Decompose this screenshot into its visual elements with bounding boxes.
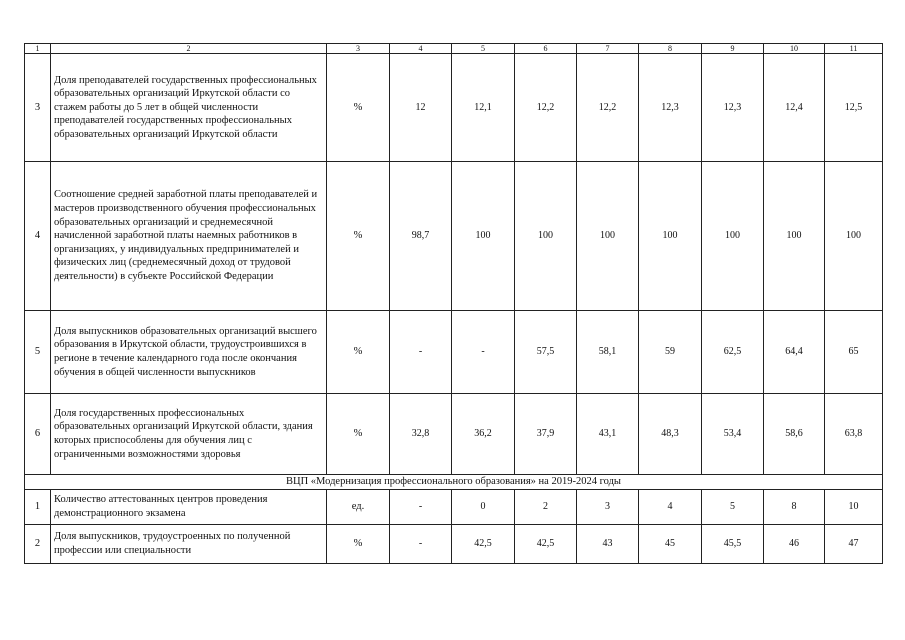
value-cell: 12,3	[702, 54, 764, 162]
value-cell: 12,5	[825, 54, 883, 162]
value-cell: 12,2	[577, 54, 639, 162]
row-number: 1	[25, 490, 51, 525]
value-cell: 3	[577, 490, 639, 525]
value-cell: 63,8	[825, 394, 883, 475]
indicator-name: Соотношение средней заработной платы преподавателей и мастеров производственного обучения профессиональных образовательных организаций и среднемесячной начисленной заработной платы наемных работников в организациях, у индивидуальных предпринимателей и физических лиц (среднемесячный доход от трудовой деятельности) в субъекте Российской Федерации	[51, 162, 327, 311]
section-title: ВЦП «Модернизация профессионального образования» на 2019-2024 годы	[25, 475, 883, 490]
value-cell: 2	[515, 490, 577, 525]
table-row	[25, 490, 883, 525]
value-cell: 46	[764, 525, 825, 564]
value-cell: 100	[702, 162, 764, 311]
value-cell: 42,5	[452, 525, 515, 564]
value-cell: 57,5	[515, 311, 577, 394]
value-cell: 43	[577, 525, 639, 564]
indicator-name: Доля выпускников образовательных организаций высшего образования в Иркутской области, трудоустроившихся в регионе в течение календарного года после окончания обучения в общей численности выпускников	[51, 311, 327, 394]
row-number: 5	[25, 311, 51, 394]
column-number: 7	[577, 44, 639, 54]
indicator-name: Доля государственных профессиональных образовательных организаций Иркутской области, здания которых приспособлены для обучения лиц с ограниченными возможностями здоровья	[51, 394, 327, 475]
value-cell: 65	[825, 311, 883, 394]
column-number-row	[25, 44, 883, 54]
row-number: 6	[25, 394, 51, 475]
value-cell: 12	[390, 54, 452, 162]
value-cell: 12,1	[452, 54, 515, 162]
value-cell: 64,4	[764, 311, 825, 394]
value-cell: 100	[825, 162, 883, 311]
value-cell: 59	[639, 311, 702, 394]
value-cell: 5	[702, 490, 764, 525]
value-cell: 12,2	[515, 54, 577, 162]
indicator-name: Доля преподавателей государственных профессиональных образовательных организаций Иркутской области со стажем работы до 5 лет в общей численности преподавателей государственных профессиональных образовательных организаций Иркутской области	[51, 54, 327, 162]
value-cell: 8	[764, 490, 825, 525]
column-number: 10	[764, 44, 825, 54]
value-cell: 32,8	[390, 394, 452, 475]
value-cell: 100	[639, 162, 702, 311]
value-cell: 53,4	[702, 394, 764, 475]
column-number: 3	[327, 44, 390, 54]
unit-cell: ед.	[327, 490, 390, 525]
value-cell: 100	[577, 162, 639, 311]
section-header-row	[25, 475, 883, 490]
value-cell: 43,1	[577, 394, 639, 475]
indicator-name: Количество аттестованных центров проведения демонстрационного экзамена	[51, 490, 327, 525]
value-cell: 58,1	[577, 311, 639, 394]
column-number: 8	[639, 44, 702, 54]
value-cell: 62,5	[702, 311, 764, 394]
column-number: 4	[390, 44, 452, 54]
table-row	[25, 311, 883, 394]
indicator-name: Доля выпускников, трудоустроенных по полученной профессии или специальности	[51, 525, 327, 564]
value-cell: 36,2	[452, 394, 515, 475]
row-number: 4	[25, 162, 51, 311]
value-cell: 45,5	[702, 525, 764, 564]
column-number: 2	[51, 44, 327, 54]
unit-cell: %	[327, 525, 390, 564]
value-cell: 100	[515, 162, 577, 311]
value-cell: 47	[825, 525, 883, 564]
value-cell: 58,6	[764, 394, 825, 475]
value-cell: -	[390, 525, 452, 564]
column-number: 11	[825, 44, 883, 54]
table-row	[25, 525, 883, 564]
value-cell: 0	[452, 490, 515, 525]
value-cell: 100	[452, 162, 515, 311]
value-cell: 37,9	[515, 394, 577, 475]
table-row	[25, 162, 883, 311]
value-cell: -	[452, 311, 515, 394]
value-cell: 12,4	[764, 54, 825, 162]
unit-cell: %	[327, 162, 390, 311]
value-cell: 12,3	[639, 54, 702, 162]
table-row	[25, 54, 883, 162]
value-cell: -	[390, 490, 452, 525]
unit-cell: %	[327, 311, 390, 394]
value-cell: 42,5	[515, 525, 577, 564]
unit-cell: %	[327, 394, 390, 475]
value-cell: 10	[825, 490, 883, 525]
value-cell: 98,7	[390, 162, 452, 311]
row-number: 2	[25, 525, 51, 564]
unit-cell: %	[327, 54, 390, 162]
value-cell: 48,3	[639, 394, 702, 475]
row-number: 3	[25, 54, 51, 162]
column-number: 5	[452, 44, 515, 54]
indicators-table	[24, 43, 883, 564]
table-row	[25, 394, 883, 475]
value-cell: 4	[639, 490, 702, 525]
value-cell: 45	[639, 525, 702, 564]
value-cell: 100	[764, 162, 825, 311]
column-number: 1	[25, 44, 51, 54]
value-cell: -	[390, 311, 452, 394]
column-number: 9	[702, 44, 764, 54]
column-number: 6	[515, 44, 577, 54]
